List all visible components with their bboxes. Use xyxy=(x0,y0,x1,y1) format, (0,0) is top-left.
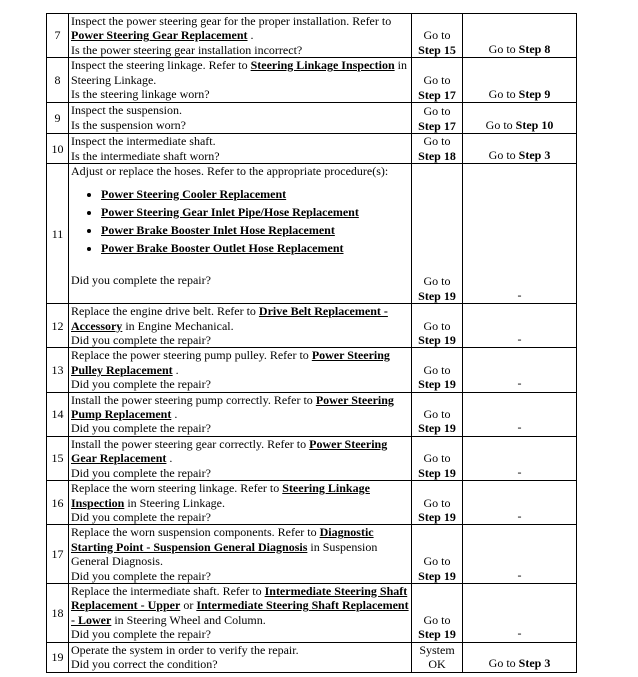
action-cell: Replace the intermediate shaft. Refer to Intermediate Steering Shaft Replacement - Upper or Intermediate Steering Shaft Replacement - Lower in Steering Wheel and Column. Did you complete the repair? xyxy=(69,583,412,642)
step-question: Is the intermediate shaft worn? xyxy=(71,148,220,163)
action-cell: Operate the system in order to verify the repair. Did you correct the condition? xyxy=(69,642,412,672)
procedure-list xyxy=(71,187,411,255)
procedure-link[interactable]: Intermediate Steering Shaft Replacement - Upper xyxy=(71,583,408,613)
diagnostic-steps-table xyxy=(46,13,577,673)
yes-cell: System OK xyxy=(412,642,463,672)
procedure-link[interactable]: Diagnostic Starting Point - Suspension General Diagnosis xyxy=(71,525,374,554)
goto-step-link[interactable]: Step 19 xyxy=(418,377,456,392)
step-question: Is the suspension worn? xyxy=(71,117,186,132)
step-number: 17 xyxy=(47,525,69,584)
yes-cell: Go to Step 18 xyxy=(412,134,463,164)
step-number: 16 xyxy=(47,481,69,525)
action-cell: Install the power steering gear correctly. Refer to Power Steering Gear Replacement . Did you complete the repair? xyxy=(69,436,412,480)
table-row xyxy=(47,103,577,134)
procedure-link[interactable]: • Power Brake Booster Inlet Hose Replacement xyxy=(101,223,411,237)
step-number: 14 xyxy=(47,392,69,436)
action-cell: Replace the power steering pump pulley. Refer to Power Steering Pulley Replacement . Did you complete the repair? xyxy=(69,348,412,392)
goto-step-link[interactable]: Step 19 xyxy=(418,465,456,480)
goto-step-link[interactable]: Step 3 xyxy=(518,147,551,162)
procedure-link[interactable]: • Power Steering Cooler Replacement xyxy=(101,187,411,201)
procedure-link[interactable]: Steering Linkage Inspection xyxy=(250,58,395,73)
step-question: Did you complete the repair? xyxy=(71,273,211,288)
yes-cell: Go to Step 15 xyxy=(412,14,463,58)
no-action-dash: - xyxy=(517,464,522,479)
yes-cell: Go to Step 19 xyxy=(412,481,463,525)
action-cell: Replace the engine drive belt. Refer to Drive Belt Replacement - Accessory in Engine Mechanical. Did you complete the repair? xyxy=(69,304,412,348)
no-cell: Go to Step 3 xyxy=(463,642,577,672)
step-number: 18 xyxy=(47,583,69,642)
table-row xyxy=(47,134,577,164)
step-number: 12 xyxy=(47,304,69,348)
no-cell xyxy=(463,392,577,436)
goto-step-link[interactable]: Step 17 xyxy=(418,118,456,133)
no-action-dash: - xyxy=(517,332,522,347)
step-number: 15 xyxy=(47,436,69,480)
step-question: Is the steering linkage worn? xyxy=(71,87,210,102)
no-cell: Go to Step 9 xyxy=(463,58,577,103)
no-cell xyxy=(463,164,577,304)
step-question: Did you correct the condition? xyxy=(71,656,218,671)
step-question: Is the power steering gear installation incorrect? xyxy=(71,42,303,57)
table-row xyxy=(47,642,577,672)
yes-cell: Go to Step 17 xyxy=(412,103,463,134)
no-cell xyxy=(463,481,577,525)
yes-cell: Go to Step 17 xyxy=(412,58,463,103)
step-question: Did you complete the repair? xyxy=(71,627,211,642)
goto-step-link[interactable]: Step 17 xyxy=(418,87,456,102)
table-row xyxy=(47,525,577,584)
no-cell xyxy=(463,436,577,480)
yes-cell: Go to Step 19 xyxy=(412,436,463,480)
yes-cell: Go to Step 19 xyxy=(412,348,463,392)
no-cell xyxy=(463,348,577,392)
goto-step-link[interactable]: Step 3 xyxy=(518,656,551,671)
procedure-link[interactable]: Steering Linkage Inspection xyxy=(71,481,370,510)
no-cell xyxy=(463,304,577,348)
step-question: Did you complete the repair? xyxy=(71,509,211,524)
no-action-dash: - xyxy=(517,420,522,435)
goto-step-link[interactable]: Step 9 xyxy=(518,86,551,101)
step-number: 9 xyxy=(47,103,69,134)
table-row xyxy=(47,392,577,436)
goto-step-link[interactable]: Step 19 xyxy=(418,568,456,583)
no-action-dash: - xyxy=(517,376,522,391)
procedure-link[interactable]: Power Steering Pump Replacement xyxy=(71,392,394,422)
no-action-dash: - xyxy=(517,508,522,523)
no-cell xyxy=(463,583,577,642)
action-cell: Inspect the suspension. Is the suspension worn? xyxy=(69,103,412,134)
yes-cell: Go to Step 19 xyxy=(412,392,463,436)
action-cell: Adjust or replace the hoses. Refer to the appropriate procedure(s): • Power Steering Cooler Replacement • Power Steering Gear Inlet Pipe/Hose Replacement • Power Brake Booster Inlet Hose Replacement • Power Brake Booster Outlet Hose Replacement Did you complete the repair? xyxy=(69,164,412,304)
table-row xyxy=(47,14,577,58)
no-cell: Go to Step 10 xyxy=(463,103,577,134)
goto-step-link[interactable]: Step 15 xyxy=(418,42,456,57)
table-row xyxy=(47,58,577,103)
step-question: Did you complete the repair? xyxy=(71,377,211,392)
no-action-dash: - xyxy=(517,567,522,582)
no-cell: Go to Step 3 xyxy=(463,134,577,164)
table-row xyxy=(47,348,577,392)
goto-step-link[interactable]: Step 8 xyxy=(518,41,551,56)
action-cell: Install the power steering pump correctly. Refer to Power Steering Pump Replacement . Did you complete the repair? xyxy=(69,392,412,436)
action-cell: Inspect the intermediate shaft. Is the intermediate shaft worn? xyxy=(69,134,412,164)
step-question: Did you complete the repair? xyxy=(71,568,211,583)
procedure-link[interactable]: Power Steering Pulley Replacement xyxy=(71,348,390,377)
step-number: 19 xyxy=(47,642,69,672)
goto-step-link[interactable]: Step 10 xyxy=(515,117,554,132)
yes-cell: Go to Step 19 xyxy=(412,164,463,304)
goto-step-link[interactable]: Step 19 xyxy=(418,288,456,303)
table-row xyxy=(47,481,577,525)
goto-step-link[interactable]: Step 18 xyxy=(418,148,456,163)
action-cell: Replace the worn suspension components. Refer to Diagnostic Starting Point - Suspension General Diagnosis in Suspension General Diagnosis. Did you complete the repair? xyxy=(69,525,412,584)
step-number: 13 xyxy=(47,348,69,392)
goto-step-link[interactable]: Step 19 xyxy=(418,509,456,524)
no-action-dash: - xyxy=(517,626,522,641)
action-cell: Inspect the steering linkage. Refer to Steering Linkage Inspection in Steering Linkage. Is the steering linkage worn? xyxy=(69,58,412,103)
step-number: 7 xyxy=(47,14,69,58)
step-question: Did you complete the repair? xyxy=(71,333,211,348)
no-action-dash: - xyxy=(517,287,522,302)
table-row xyxy=(47,304,577,348)
result-ok: OK xyxy=(428,657,446,672)
procedure-link[interactable]: Intermediate Steering Shaft Replacement - Lower xyxy=(71,598,409,627)
action-cell: Replace the worn steering linkage. Refer to Steering Linkage Inspection in Steering Linkage. Did you complete the repair? xyxy=(69,481,412,525)
step-number: 11 xyxy=(47,164,69,304)
table-row xyxy=(47,164,577,304)
table-row xyxy=(47,436,577,480)
procedure-link[interactable]: Drive Belt Replacement - Accessory xyxy=(71,304,388,333)
yes-cell: Go to Step 19 xyxy=(412,525,463,584)
action-cell: Inspect the power steering gear for the proper installation. Refer to Power Steering Gear Replacement . Is the power steering gear installation incorrect? xyxy=(69,14,412,58)
step-number: 10 xyxy=(47,134,69,164)
step-question: Did you complete the repair? xyxy=(71,465,211,480)
no-cell xyxy=(463,525,577,584)
goto-step-link[interactable]: Step 19 xyxy=(418,333,456,348)
yes-cell: Go to Step 19 xyxy=(412,304,463,348)
procedure-link[interactable]: • Power Brake Booster Outlet Hose Replacement xyxy=(101,241,411,255)
procedure-link[interactable]: Power Steering Gear Replacement xyxy=(71,436,388,466)
procedure-link[interactable]: Power Steering Gear Replacement xyxy=(71,28,248,43)
yes-cell: Go to Step 19 xyxy=(412,583,463,642)
page-top-margin xyxy=(0,0,638,13)
goto-step-link[interactable]: Step 19 xyxy=(418,421,456,436)
table-row xyxy=(47,583,577,642)
no-cell: Go to Step 8 xyxy=(463,14,577,58)
step-question: Did you complete the repair? xyxy=(71,421,211,436)
procedure-link[interactable]: • Power Steering Gear Inlet Pipe/Hose Replacement xyxy=(101,205,411,219)
goto-step-link[interactable]: Step 19 xyxy=(418,627,456,642)
step-number: 8 xyxy=(47,58,69,103)
